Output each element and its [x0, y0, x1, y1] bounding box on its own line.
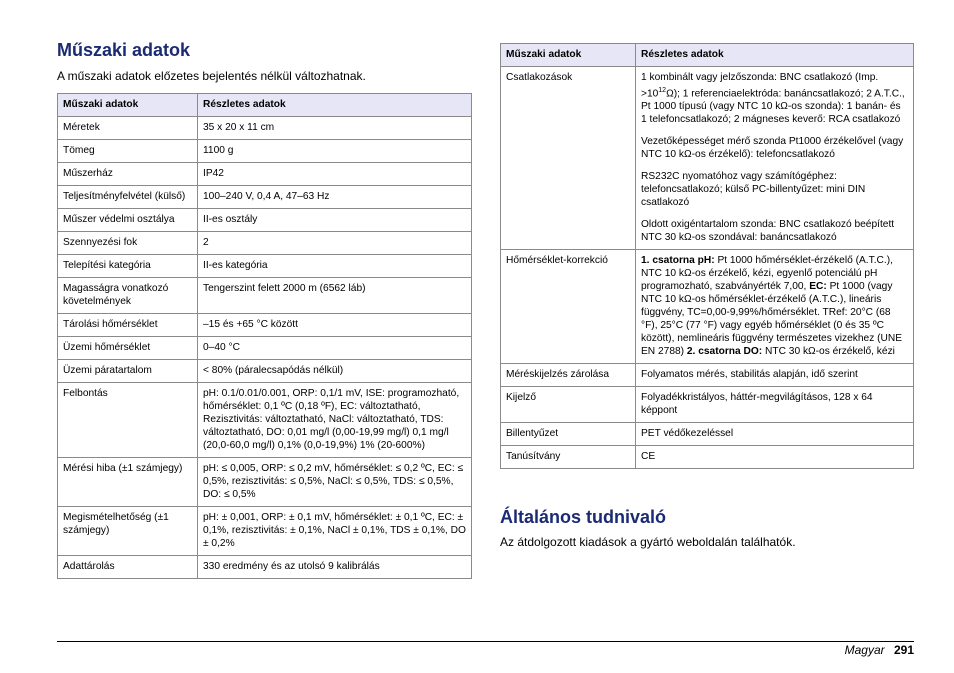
row-label: Megismételhetőség (±1 számjegy) — [58, 507, 198, 556]
footer-divider — [57, 641, 914, 642]
row-value: 100–240 V, 0,4 A, 47–63 Hz — [198, 186, 472, 209]
row-value: PET védőkezeléssel — [636, 423, 914, 446]
row-value: II-es kategória — [198, 255, 472, 278]
row-value: 330 eredmény és az utolsó 9 kalibrálás — [198, 556, 472, 579]
row-value: Folyamatos mérés, stabilitás alapján, idő szerint — [636, 364, 914, 387]
row-value: 35 x 20 x 11 cm — [198, 117, 472, 140]
row-value: II-es osztály — [198, 209, 472, 232]
row-label: Magasságra vonatkozó követelmények — [58, 278, 198, 314]
row-label: Méréskijelzés zárolása — [501, 364, 636, 387]
row-value: 0–40 °C — [198, 337, 472, 360]
table-row — [58, 360, 472, 383]
table-row — [501, 387, 914, 423]
row-label: Telepítési kategória — [58, 255, 198, 278]
table-row — [501, 446, 914, 469]
row-label: Adattárolás — [58, 556, 198, 579]
table-row — [58, 383, 472, 458]
left-spec-table — [57, 93, 472, 579]
row-label: Billentyűzet — [501, 423, 636, 446]
table-row — [58, 232, 472, 255]
section-title: Általános tudnivaló — [500, 507, 667, 527]
row-value: Folyadékkristályos, háttér-megvilágításos, 128 x 64 képpont — [636, 387, 914, 423]
row-value: < 80% (páralecsapódás nélkül) — [198, 360, 472, 383]
table-row — [58, 140, 472, 163]
row-label: Kijelző — [501, 387, 636, 423]
row-value: pH: ≤ 0,005, ORP: ≤ 0,2 mV, hőmérséklet: ≤ 0,2 ºC, EC: ≤ 0,5%, rezisztivitás: ≤ 0,5%, NaCl: ≤ 0,5%, TDS: ≤ 0,5%, DO: ≤ 0,5% — [198, 458, 472, 507]
row-value: pH: ± 0,001, ORP: ± 0,1 mV, hőmérséklet: ± 0,1 ºC, EC: ± 0,1%, rezisztivitás: ± 0,1%, NaCl ± 0,1%, TDS ± 0,1%, DO ± 0,2% — [198, 507, 472, 556]
col-header-details: Részletes adatok — [198, 94, 472, 117]
page-number: 291 — [893, 643, 914, 657]
row-value — [636, 67, 914, 250]
table-row — [501, 423, 914, 446]
page-title: Műszaki adatok — [57, 40, 191, 60]
row-value: CE — [636, 446, 914, 469]
row-label: Mérési hiba (±1 számjegy) — [58, 458, 198, 507]
connection-rs232-text: RS232C nyomatóhoz vagy számítógéphez: telefoncsatlakozó; külső PC-billentyűzet: mini DIN csatlakozó — [641, 171, 866, 209]
table-row — [58, 278, 472, 314]
table-row — [58, 458, 472, 507]
row-label: Üzemi páratartalom — [58, 360, 198, 383]
intro-text: A műszaki adatok előzetes bejelentés nélkül változhatnak. — [57, 69, 366, 83]
row-value: 2 — [198, 232, 472, 255]
table-row — [58, 255, 472, 278]
connection-conductivity-text: Vezetőképességet mérő szonda Pt1000 érzékelővel (vagy NTC 10 kΩ-os érzékelő): telefoncsatlakozó — [641, 136, 904, 161]
row-label: Szennyezési fok — [58, 232, 198, 255]
row-label: Tárolási hőmérséklet — [58, 314, 198, 337]
row-value: 1. csatorna pH: Pt 1000 hőmérséklet-érzékelő (A.T.C.), NTC 10 kΩ-os érzékelő, kézi, egyenlő potenciálú pH programozható, szabványérték 7,00, EC: Pt 1000 (vagy NTC 10 kΩ-os hőmérséklet-érzékelő (A.T.C.), lineáris függvény, TC=0,00-9,99%/hőmérséklet. TRef: 20°C (68 °F), 25°C (77 °F) vagy egyéb hőmérséklet (0 és 35 ºC között), nemlineáris függvény természetes vizekhez (UNE EN 2788) 2. csatorna DO: NTC 30 kΩ-os érzékelő, kézi — [636, 250, 914, 364]
col-header-spec: Műszaki adatok — [501, 44, 636, 67]
row-value: 1100 g — [198, 140, 472, 163]
row-label: Csatlakozások — [501, 67, 636, 250]
table-row — [501, 364, 914, 387]
footer-language: Magyar — [844, 643, 885, 657]
row-label: Tömeg — [58, 140, 198, 163]
row-label: Teljesítményfelvétel (külső) — [58, 186, 198, 209]
row-value: –15 és +65 °C között — [198, 314, 472, 337]
table-row — [58, 186, 472, 209]
row-value: Tengerszint felett 2000 m (6562 láb) — [198, 278, 472, 314]
section-text: Az átdolgozott kiadások a gyártó weboldalán találhatók. — [500, 535, 796, 549]
connection-oxygen-text: Oldott oxigéntartalom szonda: BNC csatlakozó beépített NTC 30 kΩ-os szondával: banáncsatlakozó — [641, 219, 895, 244]
table-row — [501, 67, 914, 250]
row-label: Hőmérséklet-korrekció — [501, 250, 636, 364]
connection-probe-text: 1 kombinált vagy jelzőszonda: BNC csatlakozó (Imp. $>10^{12}\Omega$); 1 referenciaelektróda: banáncsatlakozó; 2 A.T.C., Pt 1000 típusú (vagy NTC 10 kΩ-os szonda): 1 banán- és 1 telefoncsatlakozó; 2 mágneses keverő: RCA csatlakozó — [641, 72, 905, 126]
row-label: Üzemi hőmérséklet — [58, 337, 198, 360]
col-header-spec: Műszaki adatok — [58, 94, 198, 117]
page-footer — [845, 643, 914, 657]
table-row — [58, 314, 472, 337]
row-label: Tanúsítvány — [501, 446, 636, 469]
row-label: Műszerház — [58, 163, 198, 186]
table-row — [58, 163, 472, 186]
table-row — [58, 117, 472, 140]
col-header-details: Részletes adatok — [636, 44, 914, 67]
table-header-row — [58, 94, 472, 117]
row-label: Felbontás — [58, 383, 198, 458]
table-row — [58, 209, 472, 232]
table-row — [58, 556, 472, 579]
table-row — [58, 337, 472, 360]
right-spec-table — [500, 43, 914, 469]
table-row — [501, 250, 914, 364]
row-label: Műszer védelmi osztálya — [58, 209, 198, 232]
row-value: IP42 — [198, 163, 472, 186]
table-row — [58, 507, 472, 556]
row-value: pH: 0.1/0.01/0.001, ORP: 0,1/1 mV, ISE: programozható, hőmérséklet: 0,1 ºC (0,18 ºF), EC: változtatható, Rezisztivitás: változtatható, NaCl: változtatható, TDS: változtatható, DO: 0,01 mg/l (0,00-19,99 mg/l) 0,1 mg/l (20,0-60,0 mg/l) 0,1% (0,0-19,9%) 1% (20-600%) — [198, 383, 472, 458]
table-header-row — [501, 44, 914, 67]
row-label: Méretek — [58, 117, 198, 140]
